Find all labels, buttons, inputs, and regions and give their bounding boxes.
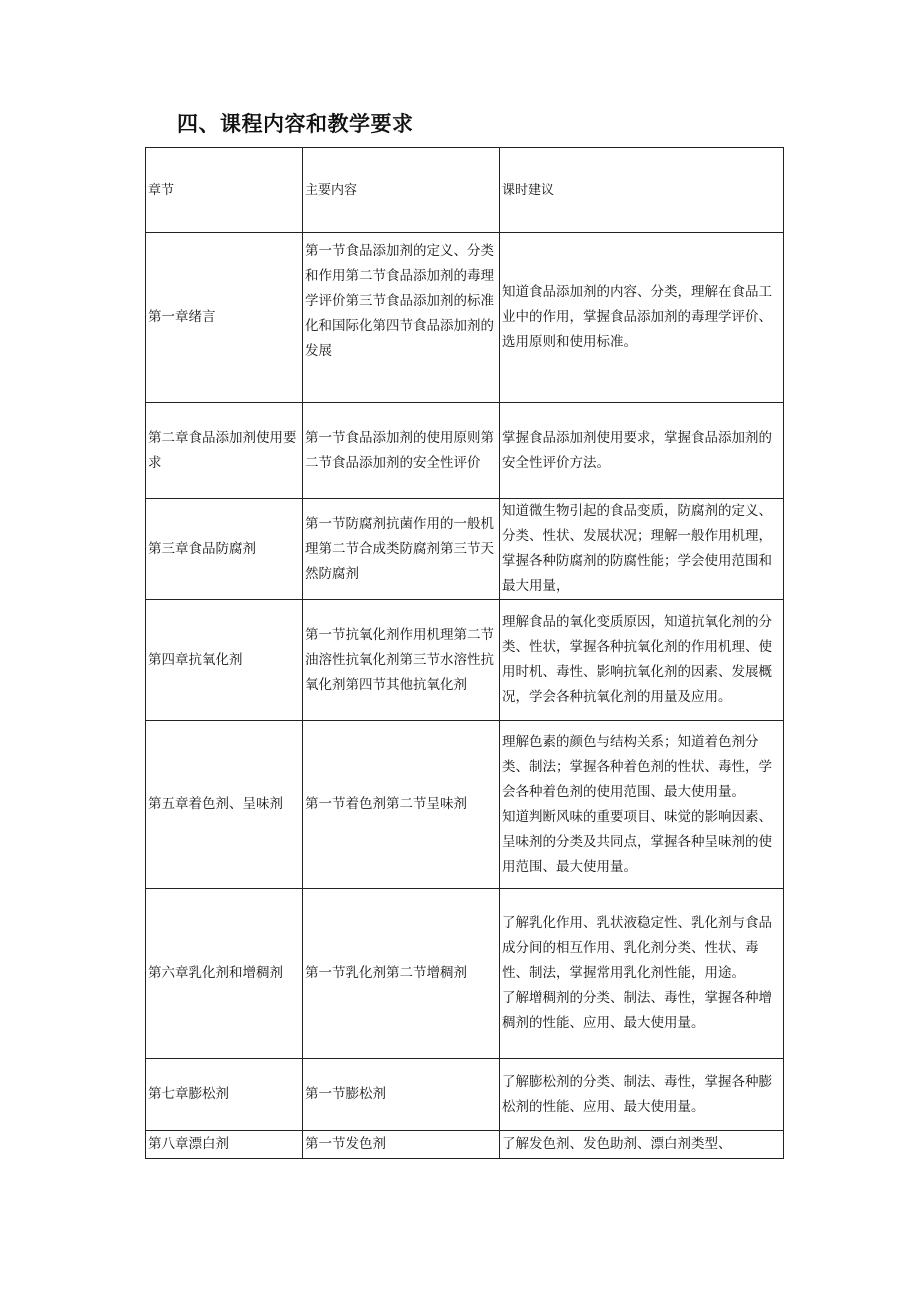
content-cell: 第一节着色剂第二节呈味剂 — [303, 721, 500, 889]
requirement-text: 掌握食品添加剂使用要求，掌握食品添加剂的安全性评价方法。 — [502, 429, 772, 471]
table-row — [146, 1059, 784, 1131]
table-row — [146, 233, 784, 403]
chapter-cell: 第一章绪言 — [146, 233, 303, 403]
requirement-cell — [500, 403, 784, 499]
chapter-cell: 第二章食品添加剂使用要求 — [146, 403, 303, 499]
requirement-text: 知道判断风味的重要项目、味觉的影响因素、呈味剂的分类及共同点，掌握各种呈味剂的使用范围、最大使用量。 — [502, 808, 772, 875]
requirement-text: 理解食品的氧化变质原因，知道抗氧化剂的分类、性状，掌握各种抗氧化剂的作用机理、使用时机、毒性、影响抗氧化剂的因素、发展概况，学会各种抗氧化剂的用量及应用。 — [502, 614, 772, 705]
course-content-table — [145, 147, 784, 1159]
content-cell: 第一节食品添加剂的使用原则第二节食品添加剂的安全性评价 — [303, 403, 500, 499]
content-cell: 第一节膨松剂 — [303, 1059, 500, 1131]
chapter-cell: 第八章漂白剂 — [146, 1131, 303, 1159]
requirement-text: 知道食品添加剂的内容、分类，理解在食品工业中的作用，掌握食品添加剂的毒理学评价、选用原则和使用标准。 — [502, 284, 772, 350]
requirement-cell — [500, 499, 784, 600]
content-cell: 第一节抗氧化剂作用机理第二节油溶性抗氧化剂第三节水溶性抗氧化剂第四节其他抗氧化剂 — [303, 600, 500, 721]
chapter-cell: 第三章食品防腐剂 — [146, 499, 303, 600]
table-row — [146, 600, 784, 721]
chapter-cell: 第五章着色剂、呈味剂 — [146, 721, 303, 889]
content-text: 第一节食品添加剂的定义、分类和作用第二节食品添加剂的毒理学评价第三节食品添加剂的标准化和国际化第四节食品添加剂的发展 — [305, 242, 494, 359]
requirement-cell — [500, 889, 784, 1059]
chapter-cell: 第七章膨松剂 — [146, 1059, 303, 1131]
content-cell: 第一节乳化剂第二节增稠剂 — [303, 889, 500, 1059]
header-main-content: 主要内容 — [303, 148, 500, 233]
content-cell: 第一节发色剂 — [303, 1131, 500, 1159]
requirement-cell — [500, 1131, 784, 1159]
requirement-cell — [500, 600, 784, 721]
requirement-cell — [500, 721, 784, 889]
section-heading: 四、课程内容和教学要求 — [177, 112, 414, 136]
table-row — [146, 721, 784, 889]
table-row — [146, 1131, 784, 1159]
chapter-cell: 第六章乳化剂和增稠剂 — [146, 889, 303, 1059]
content-cell — [303, 233, 500, 403]
requirement-text: 理解色素的颜色与结构关系；知道着色剂分类、制法；掌握各种着色剂的性状、毒性，学会各种着色剂的使用范围、最大使用量。 — [502, 733, 772, 800]
header-chapter: 章节 — [146, 148, 303, 233]
table-row — [146, 499, 784, 600]
requirement-text: 了解乳化作用、乳状液稳定性、乳化剂与食品成分间的相互作用、乳化剂分类、性状、毒性、制法，掌握常用乳化剂性能，用途。 — [502, 915, 772, 981]
table-row — [146, 889, 784, 1059]
requirement-text: 知道微生物引起的食品变质，防腐剂的定义、分类、性状、发展状况；理解一般作用机理，掌握各种防腐剂的防腐性能；学会使用范围和最大用量， — [502, 503, 772, 594]
table-row — [146, 403, 784, 499]
requirement-text: 了解膨松剂的分类、制法、毒性，掌握各种膨松剂的性能、应用、最大使用量。 — [502, 1073, 772, 1115]
header-hours-suggestion: 课时建议 — [500, 148, 784, 233]
requirement-text: 了解发色剂、发色助剂、漂白剂类型、 — [502, 1136, 732, 1152]
table-header-row — [146, 148, 784, 233]
requirement-text: 了解增稠剂的分类、制法、毒性，掌握各种增稠剂的性能、应用、最大使用量。 — [502, 990, 772, 1031]
requirement-cell — [500, 1059, 784, 1131]
content-cell: 第一节防腐剂抗菌作用的一般机理第二节合成类防腐剂第三节天然防腐剂 — [303, 499, 500, 600]
requirement-cell — [500, 233, 784, 403]
chapter-cell: 第四章抗氧化剂 — [146, 600, 303, 721]
